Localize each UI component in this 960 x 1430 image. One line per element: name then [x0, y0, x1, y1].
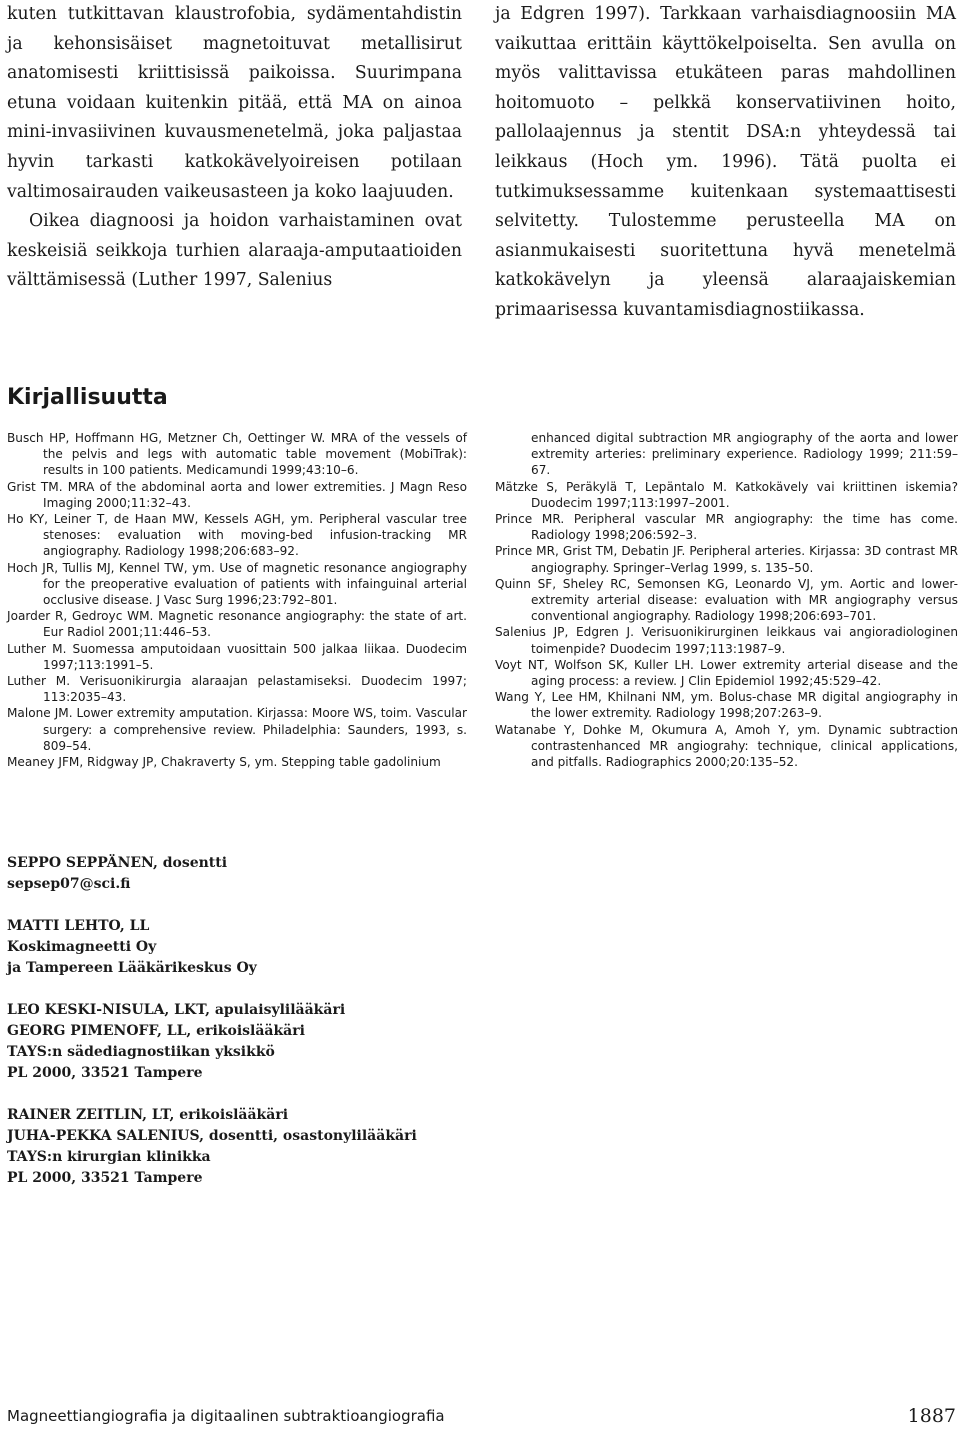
reference-item: Ho KY, Leiner T, de Haan MW, Kessels AGH, ym. Peripheral vascular tree stenoses: evaluation with moving-bed infusion-tracking MR angiography. Radiology 1998;206:683–92. [7, 512, 467, 559]
author-line: RAINER ZEITLIN, LT, erikoislääkäri [7, 1107, 289, 1123]
reference-item-continued: enhanced digital subtraction MR angiography of the aorta and lower extremity arteries: preliminary experience. Radiology 1999; 211:59–67. [531, 431, 958, 478]
reference-item: Salenius JP, Edgren J. Verisuonikirurginen leikkaus vai angioradiologinen toimenpide? Duodecim 1997;113:1987–9. [495, 625, 958, 656]
author-address: PL 2000, 33521 Tampere [7, 1170, 203, 1186]
author-line: GEORG PIMENOFF, LL, erikoislääkäri [7, 1023, 305, 1039]
author-group [7, 1000, 417, 1084]
page-number: 1887 [907, 1405, 956, 1427]
reference-item: Busch HP, Hoffmann HG, Metzner Ch, Oettinger W. MRA of the vessels of the pelvis and legs with automatic table movement (MobiTrak): results in 100 patients. Medicamundi 1999;43:10–6. [7, 431, 467, 478]
author-line: LEO KESKI-NISULA, LKT, apulaisylilääkäri [7, 1002, 346, 1018]
reference-item: Luther M. Verisuonikirurgia alaraajan pelastamiseksi. Duodecim 1997; 113:2035–43. [7, 674, 467, 705]
author-group [7, 916, 417, 979]
references-column-right [495, 430, 958, 770]
author-line: SEPPO SEPPÄNEN, dosentti [7, 855, 228, 871]
author-line: MATTI LEHTO, LL [7, 918, 150, 934]
reference-item: Quinn SF, Sheley RC, Semonsen KG, Leonardo VJ, ym. Aortic and lower-extremity arterial disease: evaluation with MR angiography versus conventional angiography. Radiology 1998;206:693–701. [495, 576, 958, 624]
reference-item: Hoch JR, Tullis MJ, Kennel TW, ym. Use of magnetic resonance angiography for the preoperative evaluation of patients with infainguinal arterial occlusive disease. J Vasc Surg 1996;23:792–801. [7, 560, 467, 608]
reference-item: Prince MR, Grist TM, Debatin JF. Peripheral arteries. Kirjassa: 3D contrast MR angiography. Springer–Verlag 1999, s. 135–50. [495, 544, 958, 575]
reference-item: Voyt NT, Wolfson SK, Kuller LH. Lower extremity arterial disease and the aging process: a review. J Clin Epidemiol 1992;45:529–42. [495, 657, 958, 689]
reference-item: Prince MR. Peripheral vascular MR angiography: the time has come. Radiology 1998;206:592–3. [495, 512, 958, 543]
references-heading: Kirjallisuutta [7, 385, 168, 410]
references-column-left [7, 430, 467, 770]
author-email: sepsep07@sci.fi [7, 876, 131, 892]
author-address: PL 2000, 33521 Tampere [7, 1065, 203, 1081]
reference-item: Meaney JFM, Ridgway JP, Chakraverty S, ym. Stepping table gadolinium [7, 755, 441, 770]
author-affiliation: TAYS:n sädediagnostiikan yksikkö [7, 1044, 275, 1060]
author-affiliation: ja Tampereen Lääkärikeskus Oy [7, 960, 257, 976]
reference-item: Mätzke S, Peräkylä T, Lepäntalo M. Katkokävely vai kriittinen iskemia? Duodecim 1997;113:1997–2001. [495, 479, 958, 510]
author-group [7, 853, 417, 895]
reference-item: Luther M. Suomessa amputoidaan vuosittain 500 jalkaa liikaa. Duodecim 1997;113:1991–5. [7, 641, 467, 672]
reference-item: Joarder R, Gedroyc WM. Magnetic resonance angiography: the state of art. Eur Radiol 2001;11:446–53. [7, 609, 467, 640]
author-affiliation: Koskimagneetti Oy [7, 939, 157, 955]
reference-item: Grist TM. MRA of the abdominal aorta and lower extremities. J Magn Reso Imaging 2000;11:32–43. [7, 479, 467, 510]
author-affiliation: TAYS:n kirurgian klinikka [7, 1149, 211, 1165]
body-column-right [495, 0, 956, 326]
running-footer-title: Magneettiangiografia ja digitaalinen subtraktioangiografia [7, 1407, 445, 1425]
body-paragraph: kuten tutkittavan klaustrofobia, sydämentahdistin ja kehonsisäiset magnetoituvat metallisirut anatomisesti kriittisissä paikoissa. Suurimpana etuna voidaan kuitenkin pitää, että MA on ainoa mini-invasiivinen kuvausmenetelmä, joka paljastaa hyvin tarkasti katkokävelyoireisen potilaan valtimosairauden vaikeusasteen ja koko laajuuden. [7, 4, 462, 202]
reference-item: Watanabe Y, Dohke M, Okumura A, Amoh Y, ym. Dynamic subtraction contrastenhanced MR angiograhy: technique, clinical applications, and pitfalls. Radiographics 2000;20:135–52. [495, 722, 958, 770]
author-affiliations [7, 853, 417, 1210]
reference-item: Wang Y, Lee HM, Khilnani NM, ym. Bolus-chase MR digital angiography in the lower extremity. Radiology 1998;207:263–9. [495, 690, 958, 721]
reference-item: Malone JM. Lower extremity amputation. Kirjassa: Moore WS, toim. Vascular surgery: a comprehensive review. Philadelphia: Saunders, 1993, s. 809–54. [7, 706, 467, 753]
author-line: JUHA-PEKKA SALENIUS, dosentti, osastonylilääkäri [7, 1128, 417, 1144]
body-paragraph: ja Edgren 1997). Tarkkaan varhaisdiagnoosiin MA vaikuttaa erittäin käyttökelpoiselta. Sen avulla on myös valittavissa etukäteen paras mahdollinen hoitomuoto – pelkkä konservatiivinen hoito, pallolaajennus ja stentit DSA:n yhteydessä tai leikkaus (Hoch ym. 1996). Tätä puolta ei tutkimuksessamme kuitenkaan systemaattisesti selvitetty. Tulostemme perusteella MA on asianmukaisesti suoritettuna hyvä menetelmä katkokävelyn ja yleensä alaraajaiskemian primaarisessa kuvantamisdiagnostiikassa. [495, 4, 956, 320]
body-column-left [7, 0, 462, 296]
author-group [7, 1105, 417, 1189]
body-paragraph: Oikea diagnoosi ja hoidon varhaistaminen ovat keskeisiä seikkoja turhien alaraaja-amputaatioiden välttämisessä (Luther 1997, Salenius [7, 211, 462, 291]
